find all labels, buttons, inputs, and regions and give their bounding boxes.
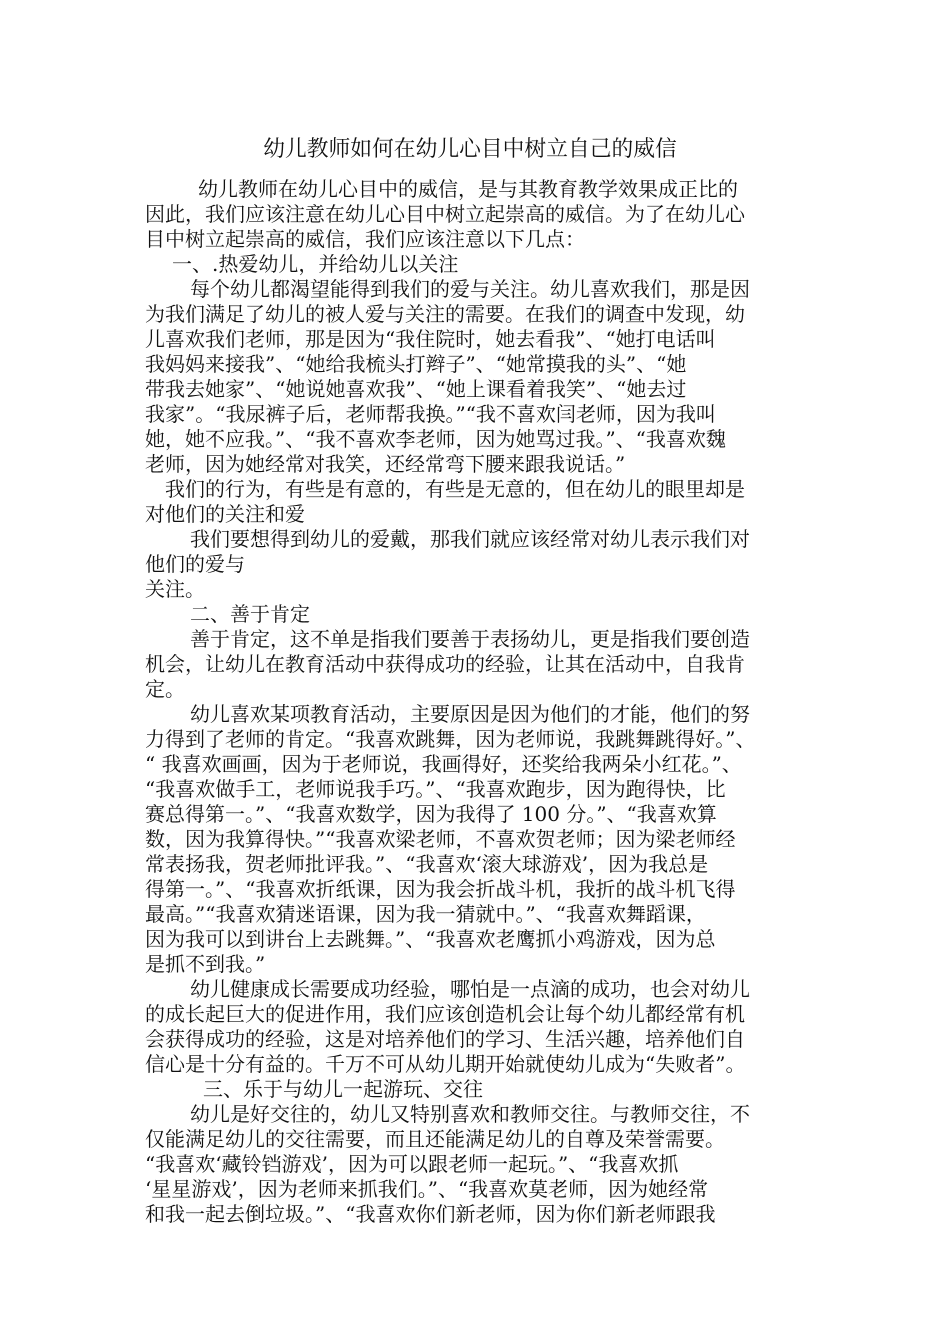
text-line: 会获得成功的经验，这是对培养他们的学习、生活兴趣，培养他们自 (145, 1027, 745, 1051)
text-line: 他们的爱与 (145, 552, 245, 576)
text-line: 和我一起去倒垃圾。”、“我喜欢你们新老师，因为你们新老师跟我 (145, 1202, 716, 1226)
text-line: 数，因为我算得快。”“我喜欢梁老师，不喜欢贺老师；因为梁老师经 (145, 827, 736, 851)
text-line: 带我去她家”、“她说她喜欢我”、“她上课看着我笑”、“她去过 (145, 377, 687, 401)
text-line: 我妈妈来接我”、“她给我梳头打辫子”、“她常摸我的头”、“她 (145, 352, 687, 376)
text-line: 定。 (145, 677, 185, 701)
text-line: 关注。 (145, 577, 205, 601)
text-line: 善于肯定，这不单是指我们要善于表扬幼儿，更是指我们要创造 (190, 627, 750, 651)
text-line: 最高。”“我喜欢猜迷语课，因为我一猜就中。”、“我喜欢舞蹈课， (145, 902, 706, 926)
text-line: 幼儿教师在幼儿心目中的威信，是与其教育教学效果成正比的 (198, 177, 738, 201)
text-line: “ 我喜欢画画，因为于老师说，我画得好，还奖给我两朵小红花。”、 (145, 752, 742, 776)
text-line: “我喜欢‘藏铃铛游戏’，因为可以跟老师一起玩。”、“我喜欢抓 (145, 1152, 679, 1176)
text-line: 是抓不到我。” (145, 952, 266, 976)
text-line: 幼儿喜欢某项教育活动，主要原因是因为他们的才能，他们的努 (190, 702, 750, 726)
document-title: 幼儿教师如何在幼儿心目中树立自己的威信 (263, 137, 677, 162)
text-line: 常表扬我，贺老师批评我。”、“我喜欢‘滚大球游戏’，因为我总是 (145, 852, 709, 876)
text-line: 儿喜欢我们老师，那是因为“我住院时，她去看我”、“她打电话叫 (145, 327, 716, 351)
text-line: 我家”。“我尿裤子后，老师帮我换。”“我不喜欢闫老师，因为我叫 (145, 402, 716, 426)
text-line: 的成长起巨大的促进作用，我们应该创造机会让每个幼儿都经常有机 (145, 1002, 745, 1026)
text-line: 她，她不应我。”、“我不喜欢李老师，因为她骂过我。”、“我喜欢魏 (145, 427, 726, 451)
text-line: 我们的行为，有些是有意的，有些是无意的，但在幼儿的眼里却是 (165, 477, 745, 501)
text-line: 幼儿健康成长需要成功经验，哪怕是一点滴的成功，也会对幼儿 (190, 977, 750, 1001)
section-heading: 三、乐于与幼儿一起游玩、交往 (203, 1077, 483, 1101)
text-line: 因为我可以到讲台上去跳舞。”、“我喜欢老鹰抓小鸡游戏，因为总 (145, 927, 716, 951)
text-line: 对他们的关注和爱 (145, 502, 305, 526)
text-line: ‘星星游戏’，因为老师来抓我们。”、“我喜欢莫老师，因为她经常 (145, 1177, 709, 1201)
text-line: “我喜欢做手工，老师说我手巧。”、“我喜欢跑步，因为跑得快，比 (145, 777, 726, 801)
text-line: 幼儿是好交往的，幼儿又特别喜欢和教师交往。与教师交往，不 (190, 1102, 750, 1126)
text-line: 力得到了老师的肯定。“我喜欢跳舞，因为老师说，我跳舞跳得好。”、 (145, 727, 756, 751)
text-line: 我们要想得到幼儿的爱戴，那我们就应该经常对幼儿表示我们对 (190, 527, 750, 551)
section-heading: 二、善于肯定 (190, 602, 310, 626)
text-line: 机会，让幼儿在教育活动中获得成功的经验，让其在活动中，自我肯 (145, 652, 745, 676)
text-line: 每个幼儿都渴望能得到我们的爱与关注。幼儿喜欢我们，那是因 (190, 277, 750, 301)
text-line: 得第一。”、“我喜欢折纸课，因为我会折战斗机，我折的战斗机飞得 (145, 877, 736, 901)
text-line: 目中树立起崇高的威信，我们应该注意以下几点： (145, 227, 585, 251)
text-line: 为我们满足了幼儿的被人爱与关注的需要。在我们的调查中发现，幼 (145, 302, 745, 326)
text-line: 赛总得第一。”、“我喜欢数学，因为我得了 100 分。”、“我喜欢算 (145, 802, 717, 826)
text-line: 信心是十分有益的。千万不可从幼儿期开始就使幼儿成为“失败者”。 (145, 1052, 746, 1076)
text-line: 因此，我们应该注意在幼儿心目中树立起崇高的威信。为了在幼儿心 (145, 202, 745, 226)
section-heading: 一、.热爱幼儿，并给幼儿以关注 (172, 252, 459, 276)
text-line: 老师，因为她经常对我笑，还经常弯下腰来跟我说话。” (145, 452, 626, 476)
text-line: 仅能满足幼儿的交往需要，而且还能满足幼儿的自尊及荣誉需要。 (145, 1127, 725, 1151)
